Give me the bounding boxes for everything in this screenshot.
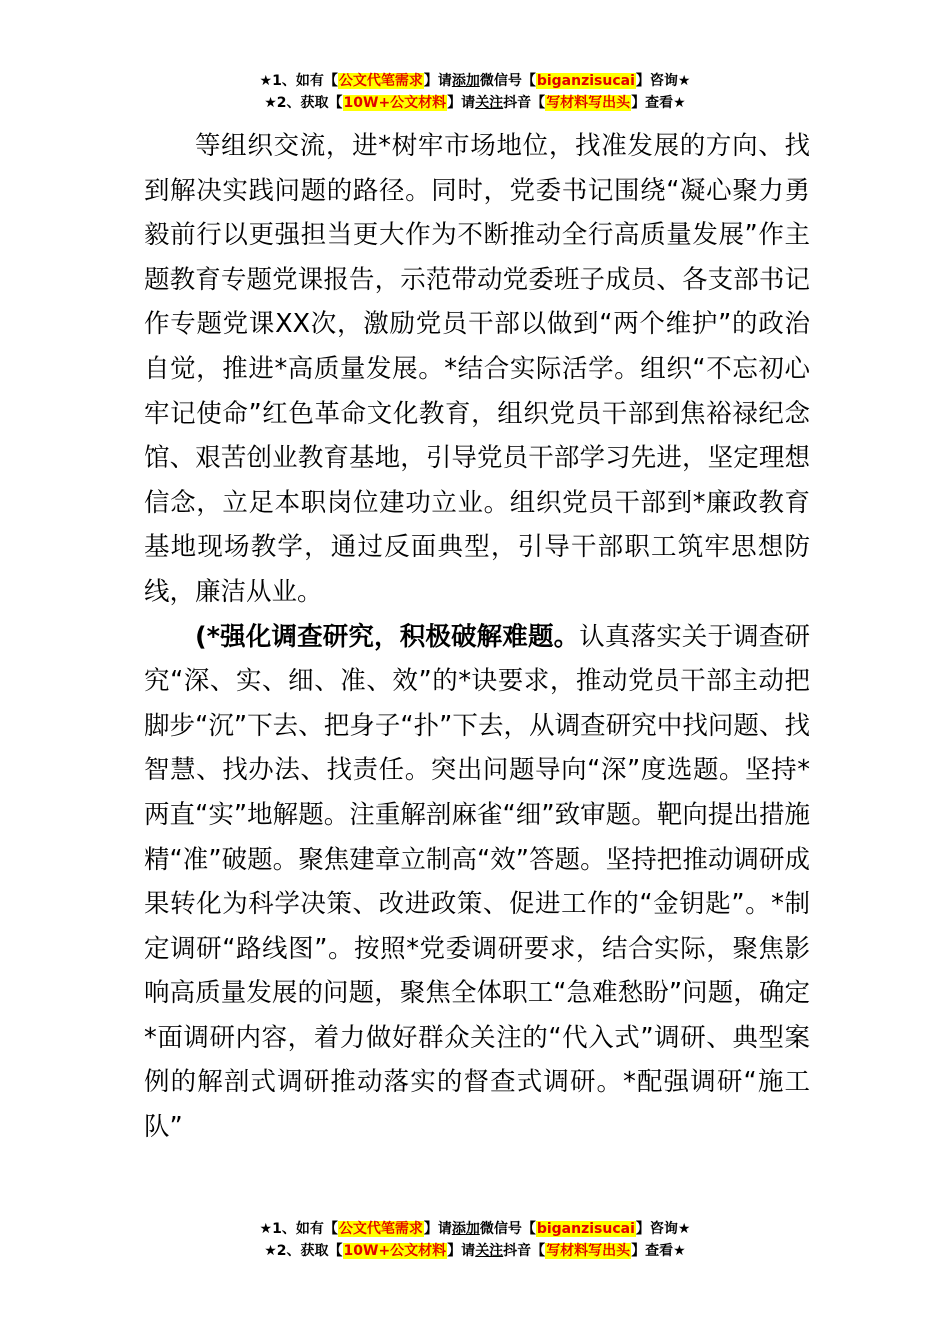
footer-highlight-service: 公文代笔需求 [338, 1221, 423, 1237]
highlight-service: 公文代笔需求 [338, 73, 423, 89]
footer-banner [0, 1218, 950, 1262]
footer-line-1: ★1、如有【公文代笔需求】请添加微信号【biganzisucai】咨询★ [259, 1221, 691, 1237]
header-banner [0, 70, 950, 114]
document-body [144, 124, 810, 1150]
highlight-wechat-id: biganzisucai [536, 73, 635, 89]
paragraph-2-heading: (*强化调查研究，积极破解难题。 [195, 621, 580, 652]
highlight-douyin: 写材料写出头 [546, 95, 631, 111]
footer-line-2: ★2、获取【10W+公文材料】请关注抖音【写材料写出头】查看★ [264, 1243, 686, 1259]
paragraph-2 [144, 615, 810, 1150]
paragraph-2-text: 认真落实关于调查研究“深、实、细、准、效”的*诀要求，推动党员干部主动把脚步“沉”下去、把身子“扑”下去，从调查研究中找问题、找智慧、找办法、找责任。突出问题导向“深”度选题。坚持*两直“实”地解题。注重解剖麻雀“细”致审题。靶向提出措施精“准”破题。聚焦建章立制高“效”答题。坚持把推动调研成果转化为科学决策、改进政策、促进工作的“金钥匙”。*制定调研“路线图”。按照*党委调研要求，结合实际，聚焦影响高质量发展的问题，聚焦全体职工“急难愁盼”问题，确定*面调研内容，着力做好群众关注的“代入式”调研、典型案例的解剖式调研推动落实的督查式调研。*配强调研“施工队” [144, 621, 810, 1143]
highlight-materials: 10W+公文材料 [343, 95, 447, 111]
footer-highlight-wechat-id: biganzisucai [536, 1221, 635, 1237]
banner-line-1: ★1、如有【公文代笔需求】请添加微信号【biganzisucai】咨询★ [259, 73, 691, 89]
paragraph-1: 等组织交流，进*树牢市场地位，找准发展的方向、找到解决实践问题的路径。同时，党委书记围绕“凝心聚力勇毅前行以更强担当更大作为不断推动全行高质量发展”作主题教育专题党课报告，示范带动党委班子成员、各支部书记作专题党课XX次，激励党员干部以做到“两个维护”的政治自觉，推进*高质量发展。*结合实际活学。组织“不忘初心牢记使命”红色革命文化教育，组织党员干部到焦裕禄纪念馆、艰苦创业教育基地，引导党员干部学习先进，坚定理想信念，立足本职岗位建功立业。组织党员干部到*廉政教育基地现场教学，通过反面典型，引导干部职工筑牢思想防线，廉洁从业。 [144, 131, 810, 607]
footer-highlight-materials: 10W+公文材料 [343, 1243, 447, 1259]
footer-highlight-douyin: 写材料写出头 [546, 1243, 631, 1259]
banner-line-2: ★2、获取【10W+公文材料】请关注抖音【写材料写出头】查看★ [264, 95, 686, 111]
